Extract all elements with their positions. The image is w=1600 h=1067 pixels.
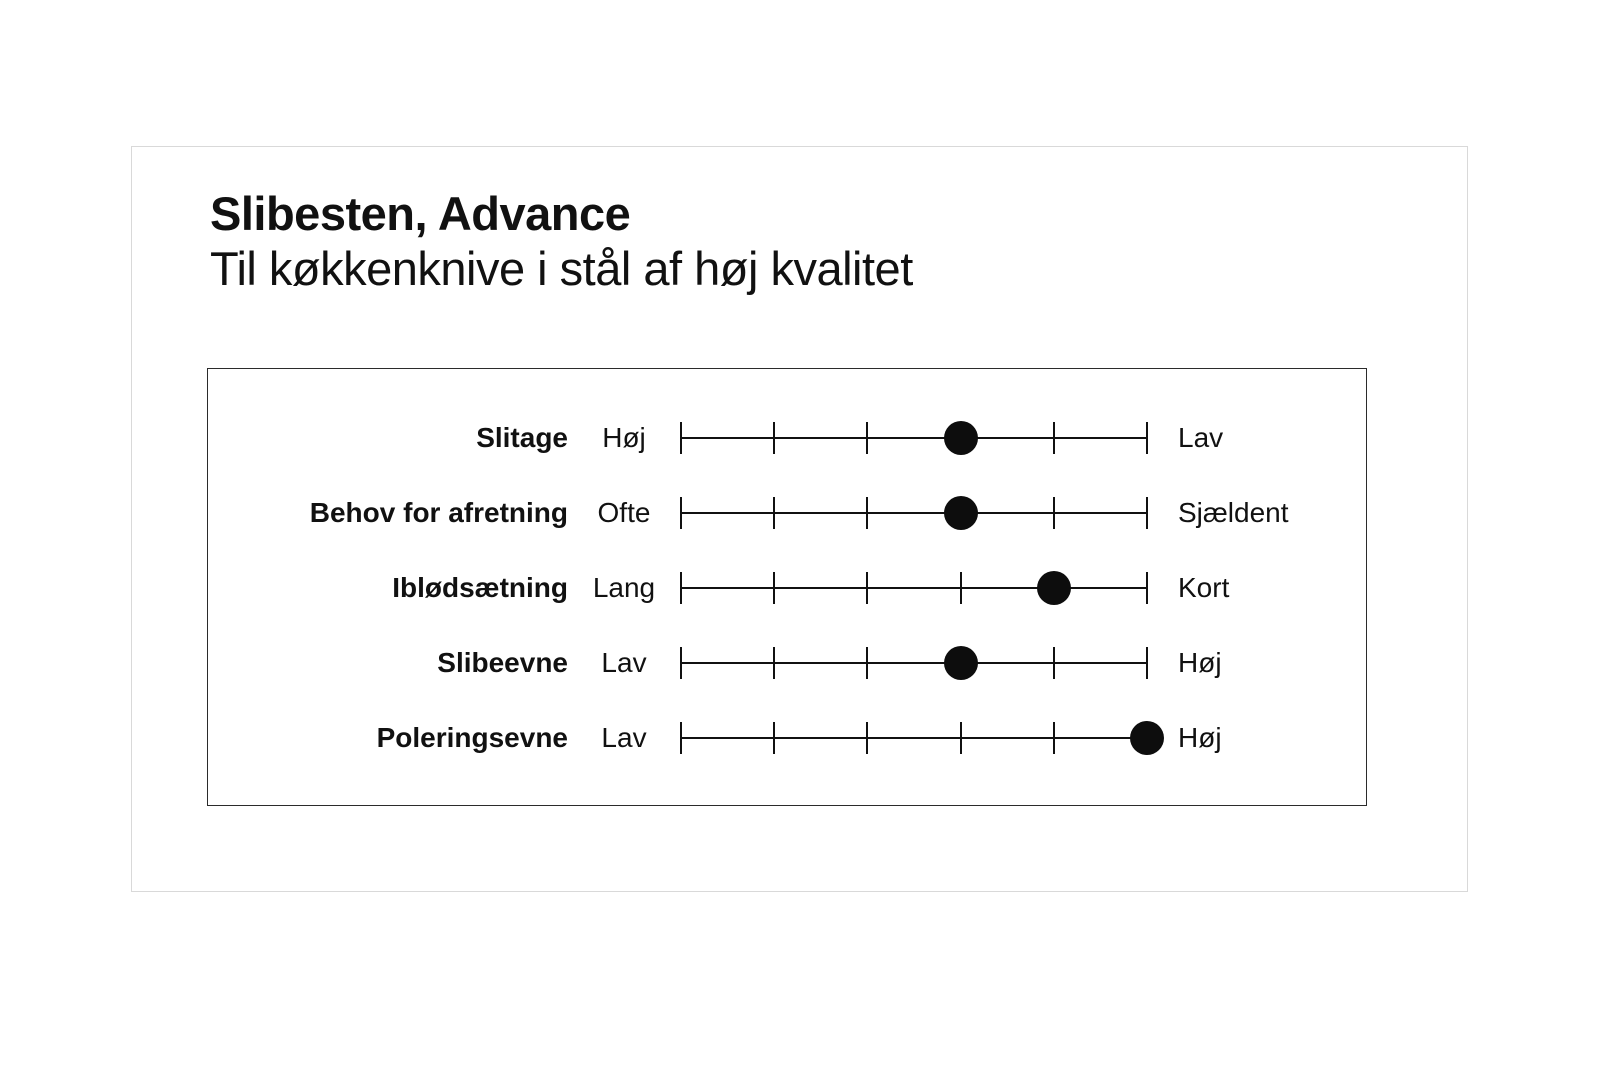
row-right-value: Lav [1178, 422, 1224, 453]
row-left-value: Høj [602, 422, 646, 453]
scale-tick [773, 722, 775, 754]
scale-tick [680, 422, 682, 454]
scale-tick [773, 422, 775, 454]
scale-axis [680, 662, 1148, 664]
value-marker [944, 646, 978, 680]
scale-tick [680, 497, 682, 529]
row-label: Poleringsevne [376, 722, 568, 753]
row-label: Slibeevne [437, 647, 568, 678]
scale-axis [680, 587, 1148, 589]
scale-tick [960, 722, 962, 754]
value-marker [1037, 571, 1071, 605]
row-label: Iblødsætning [392, 572, 568, 603]
row-right-value: Kort [1178, 572, 1230, 603]
table-row [208, 626, 1366, 701]
row-right-value: Sjældent [1178, 497, 1289, 528]
row-scale [680, 408, 1148, 468]
scale-axis [680, 737, 1148, 739]
value-marker [1130, 721, 1164, 755]
rating-rows [208, 369, 1366, 805]
scale-tick [773, 647, 775, 679]
row-right-value: Høj [1178, 647, 1222, 678]
row-scale [680, 483, 1148, 543]
scale-tick [680, 722, 682, 754]
row-scale [680, 633, 1148, 693]
scale-axis [680, 437, 1148, 439]
title-block [210, 189, 1410, 295]
scale-tick [866, 572, 868, 604]
scale-tick [1146, 422, 1148, 454]
page-title: Slibesten, Advance [210, 187, 631, 240]
scale-tick [1053, 422, 1055, 454]
row-left-value: Lav [601, 722, 647, 753]
scale-axis [680, 512, 1148, 514]
table-row [208, 701, 1366, 776]
row-left-value: Lav [601, 647, 647, 678]
scale-tick [1146, 647, 1148, 679]
value-marker [944, 421, 978, 455]
scale-tick [680, 647, 682, 679]
scale-tick [1146, 572, 1148, 604]
scale-tick [773, 497, 775, 529]
rating-chart [207, 368, 1367, 806]
scale-tick [866, 422, 868, 454]
row-label: Behov for afretning [309, 497, 568, 528]
scale-tick [1053, 497, 1055, 529]
table-row [208, 401, 1366, 476]
row-right-value: Høj [1178, 722, 1222, 753]
row-left-value: Lang [592, 572, 656, 603]
row-scale [680, 708, 1148, 768]
table-row [208, 476, 1366, 551]
scale-tick [1053, 722, 1055, 754]
row-left-value: Ofte [597, 497, 651, 528]
row-scale [680, 558, 1148, 618]
row-label: Slitage [476, 422, 568, 453]
scale-tick [773, 572, 775, 604]
scale-tick [680, 572, 682, 604]
scale-tick [1146, 497, 1148, 529]
scale-tick [866, 497, 868, 529]
value-marker [944, 496, 978, 530]
page-subtitle: Til køkkenknive i stål af høj kvalitet [210, 241, 913, 295]
product-spec-card [131, 146, 1468, 892]
scale-tick [866, 722, 868, 754]
scale-tick [866, 647, 868, 679]
scale-tick [1053, 647, 1055, 679]
table-row [208, 551, 1366, 626]
scale-tick [960, 572, 962, 604]
